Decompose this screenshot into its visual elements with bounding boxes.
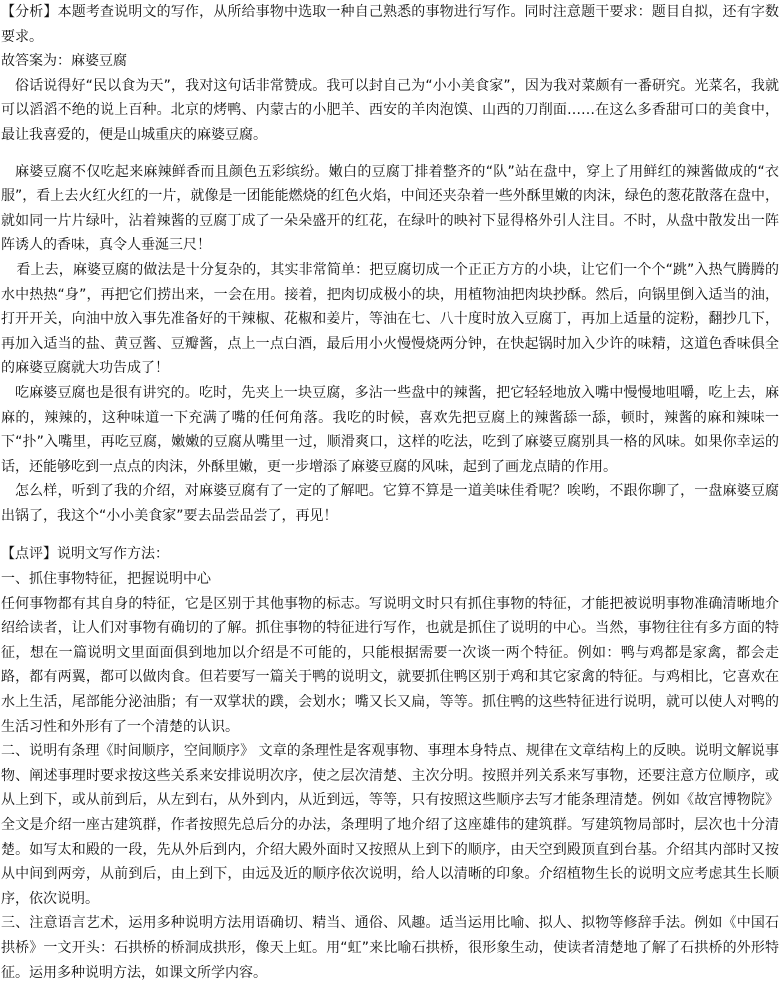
method-3-body: 三、注意语言艺术，运用多种说明方法用语确切、精当、通俗、风趣。适当运用比喻、拟人、拟物等修辞手法。例如《中国石拱桥》一文开头：石拱桥的桥洞成拱形，像天上虹。用“虹”来比喻石拱桥，很形象生动，使读者清楚地了解了石拱桥的外形特征。运用多种说明方法，如课文所学内容。	[1, 915, 779, 981]
essay-paragraph-5: 怎么样，听到了我的介绍，对麻婆豆腐有了一定的了解吧。它算不算是一道美味佳肴呢？唉哟，不跟你聊了，一盘麻婆豆腐出锅了，我这个“小小美食家”要去品尝品尝了，再见！	[1, 483, 779, 524]
essay-paragraph-4: 吃麻婆豆腐也是很有讲究的。吃时，先夹上一块豆腐，多沾一些盘中的辣酱，把它轻轻地放入嘴中慢慢地咀嚼，吃上去，麻麻的，辣辣的，这种味道一下充满了嘴的任何角落。我吃的时候，喜欢先把豆腐上的辣酱舔一舔，顿时，辣酱的麻和辣味一下“扑”入嘴里，再吃豆腐，嫩嫩的豆腐从嘴里一过，顺滑爽口，这样的吃法，吃到了麻婆豆腐别具一格的风味。如果你幸运的话，还能够吃到一点点的肉沫，外酥里嫩，更一步增添了麻婆豆腐的风味，起到了画龙点睛的作用。	[1, 384, 779, 475]
method-2-body: 二、说明有条理《时间顺序，空间顺序》 文章的条理性是客观事物、事理本身特点、规律在文章结构上的反映。说明文解说事物、阐述事理时要求按这些关系来安排说明次序，使之层次清楚、主次分明。按照并列关系来写事物，还要注意方位顺序，或从上到下，或从前到后，从左到右，从外到内，从近到远，等等，只有按照这些顺序去写才能条理清楚。例如《故宫博物院》全文是介绍一座古建筑群，作者按照先总后分的办法，条理明了地介绍了这座雄伟的建筑群。写建筑物局部时，层次也十分清楚。如写太和殿的一段，先从外后到内，介绍大殿外面时又按照从上到下的顺序，由天空到殿顶直到台基。介绍其内部时又按从中间到两旁，从前到后，由上到下，由远及近的顺序依次说明，给人以清晰的印象。介绍植物生长的说明文应考虑其生长顺序，依次说明。	[1, 743, 779, 907]
essay-paragraph-1: 俗话说得好“民以食为天”，我对这句话非常赞成。我可以封自己为“小小美食家”，因为我对菜颇有一番研究。光菜名，我就可以滔滔不绝的说上百种。北京的烤鸭、内蒙古的小肥羊、西安的羊肉泡馍、山西的刀削面……在这么多香甜可口的美食中，最让我喜爱的，便是山城重庆的麻婆豆腐。	[1, 77, 779, 143]
comment-title: 【点评】说明文写作方法：	[1, 546, 169, 563]
method-1-heading: 一、抓住事物特征，把握说明中心	[1, 571, 211, 588]
answer-title: 故答案为：麻婆豆腐	[1, 53, 127, 70]
essay-paragraph-3: 看上去，麻婆豆腐的做法是十分复杂的，其实非常简单：把豆腐切成一个正正方方的小块，让它们一个个“跳”入热气腾腾的水中热热“身”，再把它们捞出来，一会在用。接着，把肉切成极小的块，用植物油把肉块抄酥。然后，向锅里倒入适当的油，打开开关，向油中放入事先准备好的干辣椒、花椒和姜片，等油在七、八十度时放入豆腐丁，再加上适量的淀粉，翻抄几下，再加入适当的盐、黄豆酱、豆瓣酱，点上一点白酒，最后用小火慢慢烧两分钟，在快起锅时加入少许的味精，这道色香味俱全的麻婆豆腐就大功告成了！	[1, 261, 779, 377]
essay-paragraph-2: 麻婆豆腐不仅吃起来麻辣鲜香而且颜色五彩缤纷。嫩白的豆腐丁排着整齐的“队”站在盘中，穿上了用鲜红的辣酱做成的“衣服”，看上去火红火红的一片，就像是一团能能燃烧的红色火焰，中间还夹杂着一些外酥里嫩的肉沫，绿色的葱花散落在盘中，就如同一片片绿叶，沾着辣酱的豆腐丁成了一朵朵盛开的红花，在绿叶的映衬下显得格外引人注目。不时，从盘中散发出一阵阵诱人的香味，真令人垂涎三尺！	[1, 163, 779, 254]
analysis-paragraph: 【分析】本题考查说明文的写作，从所给事物中选取一种自己熟悉的事物进行写作。同时注意题干要求：题目自拟，还有字数要求。	[1, 4, 779, 45]
method-1-body: 任何事物都有其自身的特征，它是区别于其他事物的标志。写说明文时只有抓住事物的特征，才能把被说明事物准确清晰地介绍给读者，让人们对事物有确切的了解。抓住事物的特征进行写作，也就是抓住了说明的中心。当然，事物往往有多方面的特征，想在一篇说明文里面面俱到地加以介绍是不可能的，只能根据需要一次谈一两个特征。例如：鸭与鸡都是家禽，都会走路，都有两翼，都可以做肉食。但若要写一篇关于鸭的说明文，就要抓住鸭区别于鸡和其它家禽的特征。与鸡相比，它喜欢在水上生活，尾部能分泌油脂；有一双掌状的蹼，会划水；嘴又长又扁，等等。抓住鸭的这些特征进行说明，就可以使人对鸭的生活习性和外形有了一个清楚的认识。	[1, 595, 779, 735]
